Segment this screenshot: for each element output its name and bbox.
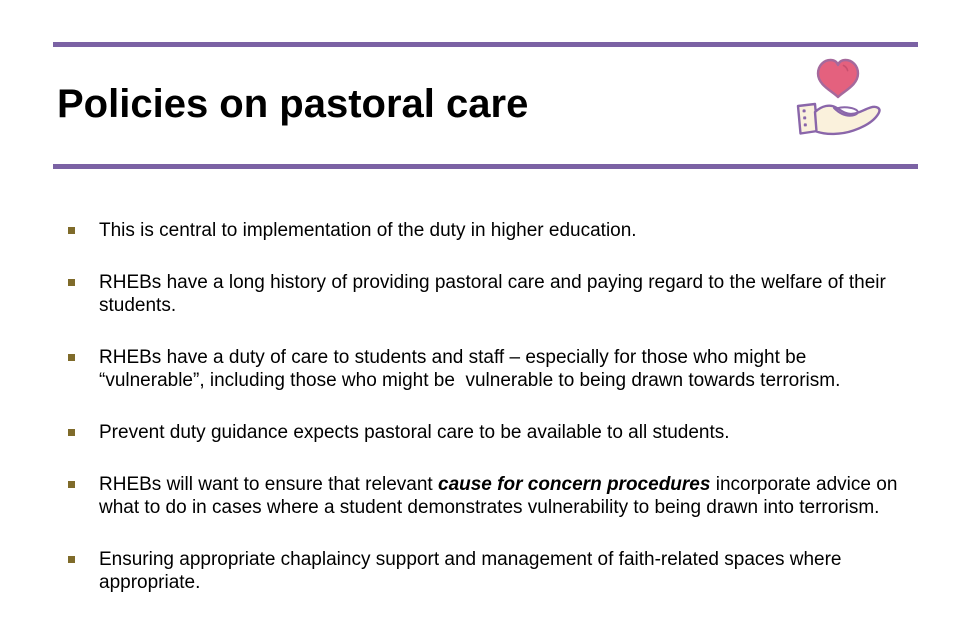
- bullet-text: Prevent duty guidance expects pastoral care to be available to all students.: [99, 422, 730, 443]
- bullet-text: RHEBs have a long history of providing pastoral care and paying regard to the welfare of their students.: [99, 272, 892, 316]
- heart-in-hand-svg: [794, 55, 882, 141]
- bullet-item: [68, 548, 909, 594]
- heart-in-hand-icon: [794, 55, 882, 141]
- bullet-text: This is central to implementation of the duty in higher education.: [99, 220, 637, 241]
- bullet-item: [68, 346, 909, 392]
- title-divider-rule: [53, 164, 918, 169]
- bullet-square-icon: [68, 481, 75, 488]
- bullet-item: [68, 271, 909, 317]
- bullet-square-icon: [68, 227, 75, 234]
- page-title: Policies on pastoral care: [57, 82, 529, 126]
- bullet-text: RHEBs have a duty of care to students and staff – especially for those who might be “vulnerable”, including those who might be vulnerable to being drawn towards terrorism.: [99, 347, 841, 391]
- bullet-item: [68, 473, 909, 519]
- bullet-square-icon: [68, 429, 75, 436]
- bullet-square-icon: [68, 354, 75, 361]
- bullet-text: Ensuring appropriate chaplaincy support and management of faith-related spaces where appropriate.: [99, 549, 847, 593]
- bullet-item: [68, 421, 909, 444]
- bullet-item: [68, 219, 909, 242]
- bullet-square-icon: [68, 556, 75, 563]
- top-divider-rule: [53, 42, 918, 47]
- bullet-text: RHEBs will want to ensure that relevant cause for concern procedures incorporate advice on what to do in cases where a student demonstrates vulnerability to being drawn into terrorism.: [99, 474, 903, 518]
- bullet-square-icon: [68, 279, 75, 286]
- bullet-list: [68, 219, 909, 623]
